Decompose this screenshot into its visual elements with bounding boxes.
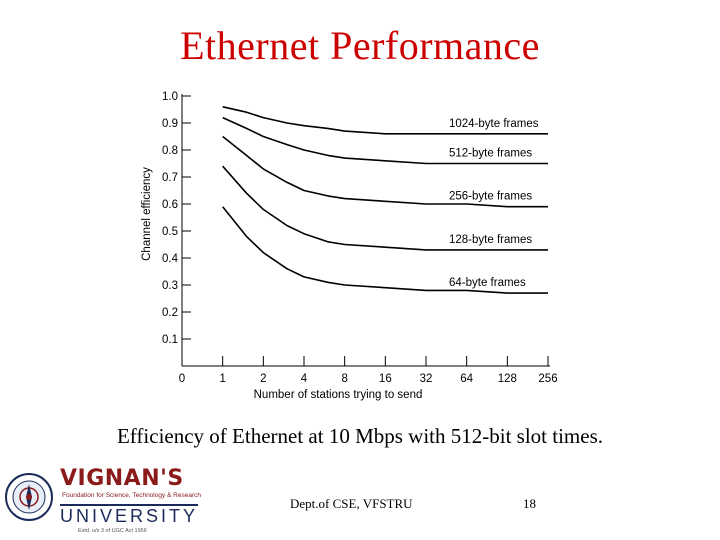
university-logo — [2, 466, 201, 538]
x-tick-label: 16 — [378, 373, 392, 385]
x-tick-label: 32 — [419, 373, 433, 385]
y-tick-label: 0.7 — [162, 172, 178, 184]
logo-established: Estd. u/s 3 of UGC Act 1956 — [78, 528, 147, 534]
x-tick-label: 0 — [178, 373, 186, 385]
efficiency-chart — [130, 82, 570, 402]
series-label-2: 512-byte frames — [449, 147, 533, 160]
x-tick-label: 128 — [497, 373, 517, 385]
footer-department: Dept.of CSE, VFSTRU — [290, 496, 413, 511]
x-tick-label: 8 — [341, 373, 348, 385]
figure-caption: Efficiency of Ethernet at 10 Mbps with 512-bit slot times. — [116, 424, 604, 448]
slide-title: Ethernet Performance — [180, 23, 540, 68]
x-tick-label: 4 — [300, 373, 308, 385]
x-tick-label: 1 — [219, 373, 226, 385]
page-number: 18 — [523, 496, 536, 511]
y-tick-label: 0.4 — [162, 253, 178, 265]
series-label-5: 64-byte frames — [449, 277, 526, 290]
y-tick-label: 0.8 — [162, 145, 178, 157]
x-axis-label: Number of stations trying to send — [253, 389, 423, 401]
y-tick-label: 0.6 — [162, 199, 178, 211]
x-tick-label: 256 — [538, 373, 558, 385]
y-tick-label: 0.2 — [162, 307, 178, 319]
x-tick-label: 2 — [260, 373, 267, 385]
university-seal-icon — [4, 472, 54, 522]
y-tick-label: 0.1 — [162, 334, 178, 346]
series-label-4: 128-byte frames — [449, 233, 533, 246]
y-tick-label: 1.0 — [162, 91, 178, 103]
x-tick-label: 64 — [460, 373, 474, 385]
logo-university: UNIVERSITY — [60, 506, 199, 526]
y-tick-label: 0.5 — [162, 226, 178, 238]
logo-name: VIGNAN'S — [60, 466, 184, 491]
y-tick-label: 0.3 — [162, 280, 178, 292]
series-label-1: 1024-byte frames — [449, 117, 539, 130]
y-tick-label: 0.9 — [162, 118, 178, 130]
logo-subtitle: Foundation for Science, Technology & Research — [62, 492, 201, 499]
y-axis-label: Channel efficiency — [141, 167, 153, 261]
series-label-3: 256-byte frames — [449, 190, 533, 203]
